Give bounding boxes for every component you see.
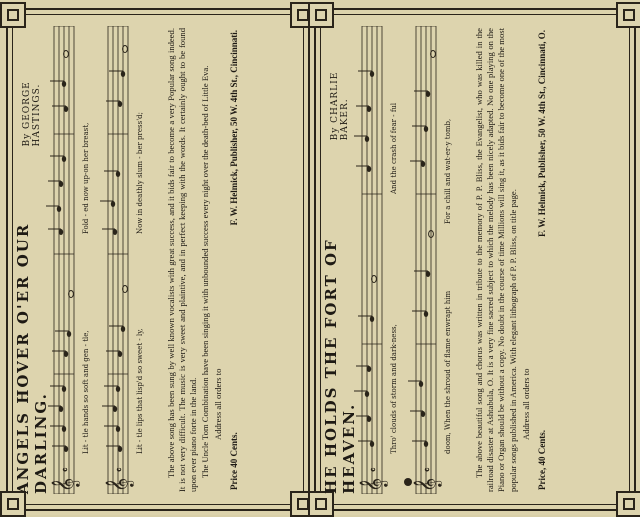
address-line: Address all orders to: [520, 368, 531, 440]
svg-text:𝄴: 𝄴: [423, 467, 434, 472]
svg-text:𝄞: 𝄞: [359, 477, 387, 492]
svg-text:𝄞: 𝄞: [105, 477, 133, 492]
lyric-line: Now in deathly slum - ber press'd;: [136, 111, 144, 234]
svg-text:𝄴: 𝄴: [115, 467, 126, 472]
price-row: [537, 30, 547, 490]
price-label: Price 40 Cents.: [228, 431, 239, 490]
description-text: [166, 28, 211, 492]
song-header: [14, 20, 50, 500]
song-title: HE HOLDS THE FORT OF HEAVEN.: [322, 237, 358, 494]
description-text: [474, 28, 519, 492]
lyric-line: Lit - tle hands so soft and gen - tle,: [82, 329, 90, 454]
address-line: Address all orders to: [212, 368, 223, 440]
music-notation: [46, 26, 164, 494]
svg-text:𝄞: 𝄞: [51, 477, 79, 492]
description-paragraph: The above song has been sung by well known vocalists with great success, and it bids fair to become a very Popular song indeed. It is not very difficult. The music is very sweet and plaintive, and in perfect keeping with the words. It certainly ought to be found upon ever piano forte in the land.: [166, 27, 199, 492]
lyric-line: doom, When the shroud of flame enwrapt him: [444, 290, 452, 454]
lyric-line: And the crash of fear - ful: [390, 102, 398, 194]
description-paragraph: The Uncle Tom Combination have been singing it with unbounded success every night over the death-bed of Little Eva.: [199, 65, 210, 478]
svg-text:𝄴: 𝄴: [61, 467, 72, 472]
lyric-line: Fold - ed now up-on her breast,: [82, 122, 90, 234]
song-header: [322, 20, 358, 500]
rotated-content: [14, 20, 298, 500]
music-notation: [354, 26, 472, 494]
lyric-line: For a chill and wat-er-y tomb,: [444, 118, 452, 224]
advert-panel-right: [314, 8, 636, 511]
svg-text:𝄞: 𝄞: [413, 477, 441, 492]
music-staves: [354, 26, 472, 494]
composer-credit: By GEORGE HASTINGS.: [22, 80, 42, 147]
publisher-label: F. W. Helmick, Publisher, 50 W. 4th St., Cincinnati, O.: [536, 29, 547, 237]
lyric-line: Thro' clouds of storm and dark-ness,: [390, 323, 398, 454]
advert-panel-left: [6, 8, 310, 511]
song-title: ANGELS HOVER O'ER OUR DARLING.: [14, 222, 50, 494]
price-label: Price, 40 Cents.: [536, 429, 547, 490]
publisher-label: F. W. Helmick, Publisher, 50 W. 4th St., Cincinnati.: [228, 29, 239, 225]
rotated-content: [322, 20, 624, 500]
svg-text:𝄴: 𝄴: [369, 467, 380, 472]
description-paragraph: The above beautiful song and chorus was written in tribute to the memory of P. P. Bliss, the Evangelist, who was killed in the railroad disaster at Ashtabula, O. It is a very fine sacred subject to which the melody has been nicely adapted. No one playing on the Piano or Organ should be without a copy. No doubt in the course of time Millions will sing it, as it bids fair to become one of the most popular songs published in America. With elegant lithograph of P. P. Bliss, on title page.: [474, 27, 518, 492]
composer-credit: By CHARLIE BAKER.: [330, 71, 350, 140]
price-row: [229, 30, 239, 490]
ink-dot: [404, 478, 412, 486]
music-staves: [46, 26, 164, 494]
lyric-line: Lit - tle lips that lisp'd so sweet - ly,: [136, 328, 144, 454]
